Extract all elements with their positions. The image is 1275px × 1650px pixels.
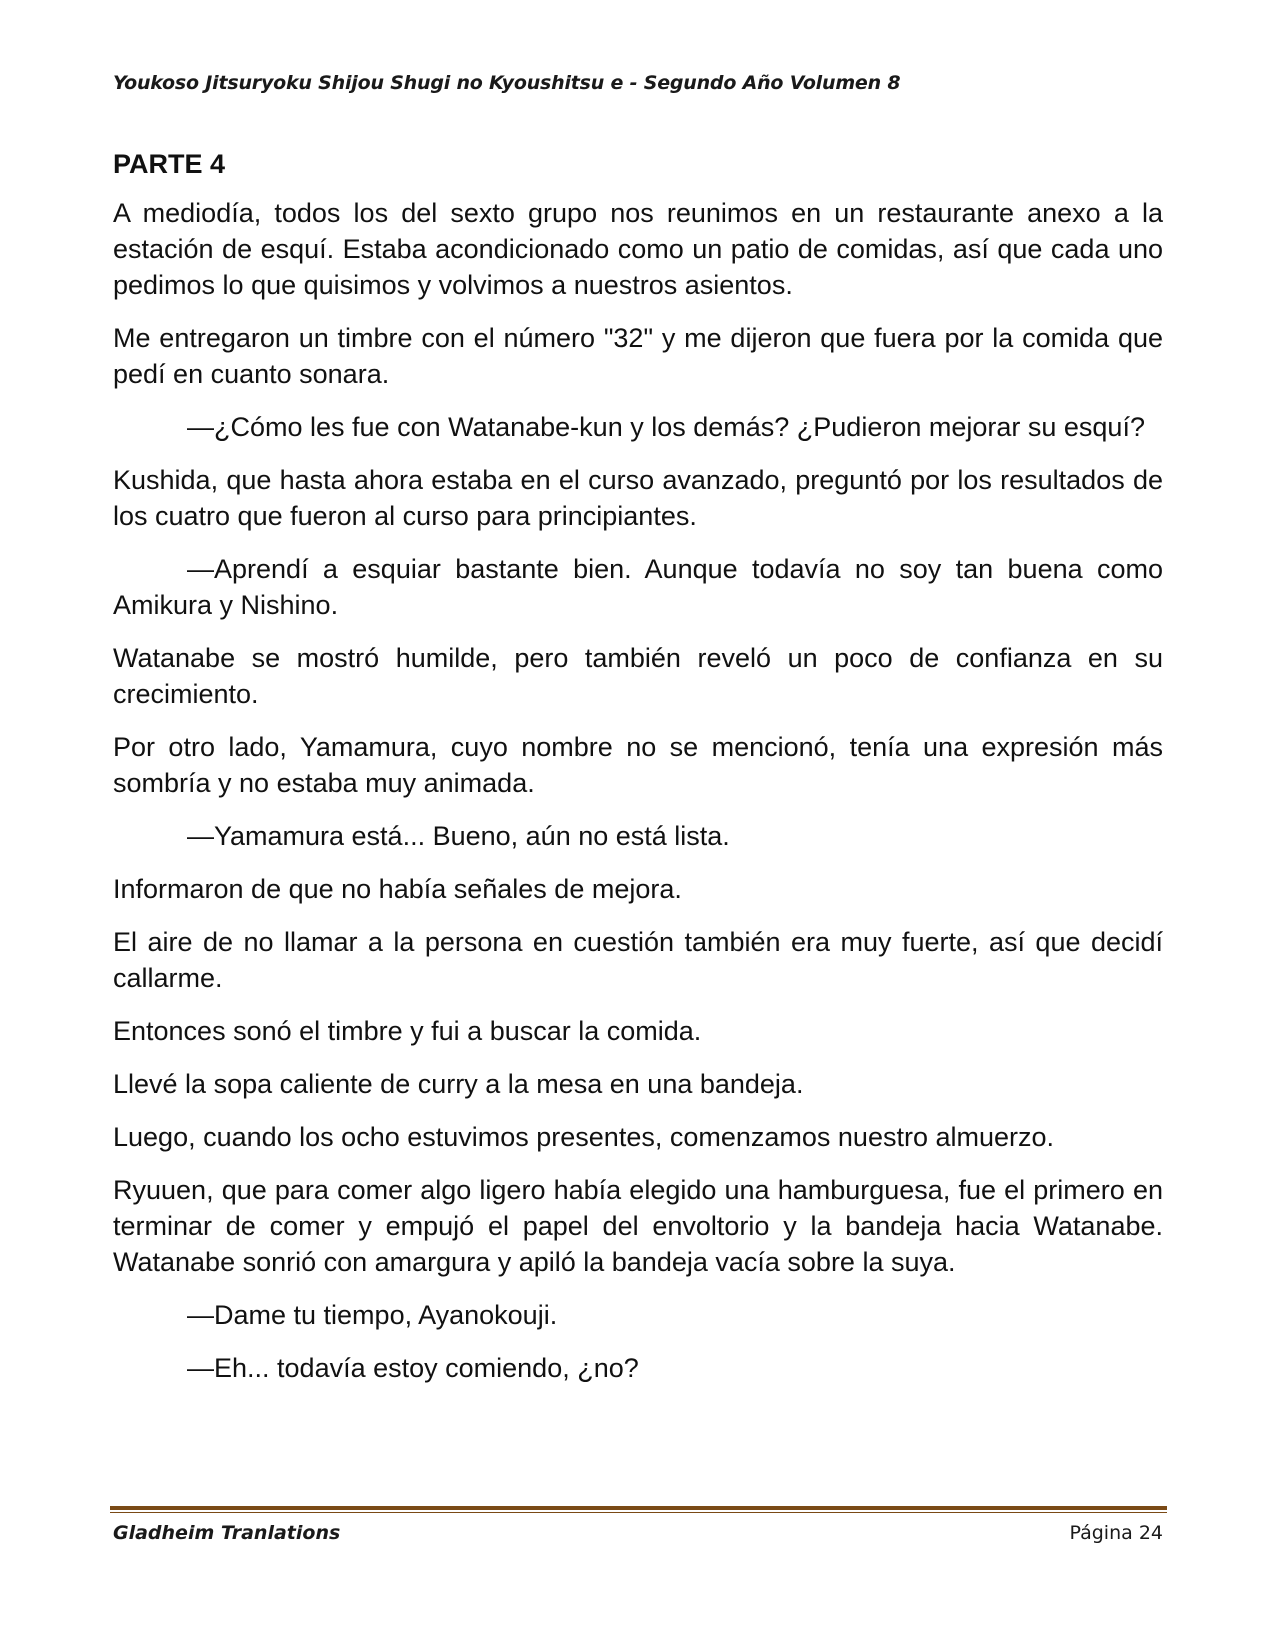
paragraph: Luego, cuando los ocho estuvimos presentes, comenzamos nuestro almuerzo. <box>113 1122 1055 1152</box>
paragraph: Me entregaron un timbre con el número "32" y me dijeron que fuera por la comida que pedí en cuanto sonara. <box>113 323 1163 389</box>
page-number: 24 <box>1138 1522 1163 1544</box>
paragraph: A mediodía, todos los del sexto grupo nos reunimos en un restaurante anexo a la estación de esquí. Estaba acondicionado como un patio de comidas, así que cada uno pedimos lo que quisimos y volvimos a nuestros asientos. <box>113 198 1163 300</box>
footer-rule <box>110 1506 1167 1510</box>
running-header: Youkoso Jitsuryoku Shijou Shugi no Kyoushitsu e - Segundo Año Volumen 8 <box>113 72 901 94</box>
paragraph: El aire de no llamar a la persona en cuestión también era muy fuerte, así que decidí callarme. <box>113 927 1163 993</box>
paragraph: Watanabe se mostró humilde, pero también reveló un poco de confianza en su crecimiento. <box>113 643 1163 709</box>
paragraph: Por otro lado, Yamamura, cuyo nombre no se mencionó, tenía una expresión más sombría y no estaba muy animada. <box>113 732 1163 798</box>
section-title: PARTE 4 <box>113 149 226 179</box>
paragraph: Ryuuen, que para comer algo ligero había elegido una hamburguesa, fue el primero en terminar de comer y empujó el papel del envoltorio y la bandeja hacia Watanabe. Watanabe sonrió con amargura y apiló la bandeja vacía sobre la suya. <box>113 1175 1163 1277</box>
dialog-paragraph: —Eh... todavía estoy comiendo, ¿no? <box>187 1353 639 1383</box>
paragraph-list <box>113 195 1163 1386</box>
dialog-paragraph: —Dame tu tiempo, Ayanokouji. <box>187 1300 558 1330</box>
dialog-paragraph: —¿Cómo les fue con Watanabe-kun y los demás? ¿Pudieron mejorar su esquí? <box>187 412 1145 442</box>
dialog-paragraph: —Aprendí a esquiar bastante bien. Aunque todavía no soy tan buena como Amikura y Nishino. <box>113 554 1163 620</box>
footer-rule-thin <box>110 1512 1167 1513</box>
paragraph: Kushida, que hasta ahora estaba en el curso avanzado, preguntó por los resultados de los cuatro que fueron al curso para principiantes. <box>113 465 1163 531</box>
page-label: Página <box>1069 1522 1133 1544</box>
footer-publisher: Gladheim Tranlations <box>113 1522 341 1544</box>
paragraph: Informaron de que no había señales de mejora. <box>113 874 682 904</box>
dialog-paragraph: —Yamamura está... Bueno, aún no está lista. <box>187 821 730 851</box>
paragraph: Llevé la sopa caliente de curry a la mesa en una bandeja. <box>113 1069 804 1099</box>
paragraph: Entonces sonó el timbre y fui a buscar la comida. <box>113 1016 702 1046</box>
footer-page-indicator <box>1069 1522 1163 1544</box>
page-body <box>113 146 1163 1403</box>
